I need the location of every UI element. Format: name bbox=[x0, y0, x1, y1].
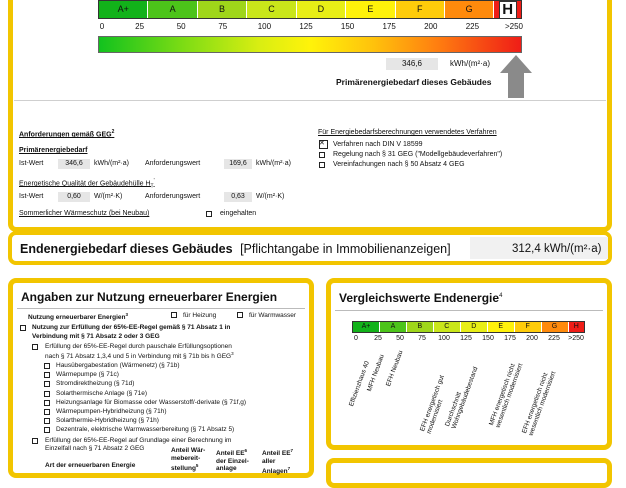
tick-label: 175 bbox=[504, 335, 516, 342]
env-anf-unit: W/(m²·K) bbox=[256, 193, 285, 200]
method-label: Verfahren nach DIN V 18599 bbox=[333, 141, 423, 148]
requirements-title: Anforderungen gemäß GEG$^2$ bbox=[19, 129, 115, 139]
tick-label: 100 bbox=[438, 335, 450, 342]
hotwater-label: für Warmwasser bbox=[249, 312, 297, 319]
class-cell: H bbox=[569, 322, 585, 332]
env-ist-unit: W/(m²·K) bbox=[94, 193, 123, 200]
class-cell: D bbox=[461, 322, 488, 332]
ee-option-checkbox[interactable] bbox=[44, 391, 50, 397]
class-cell: G bbox=[445, 1, 494, 18]
separator bbox=[335, 310, 603, 311]
col-type: Art der erneuerbaren Energie bbox=[45, 462, 136, 469]
calc-checkbox[interactable] bbox=[32, 438, 38, 444]
tick-label: 150 bbox=[482, 335, 494, 342]
ee-rule-line1: Nutzung zur Erfüllung der 65%-EE-Regel gemäß § 71 Absatz 1 in bbox=[32, 324, 231, 331]
ee-rule-line2: Verbindung mit § 71 Absatz 2 oder 3 GEG bbox=[32, 333, 160, 340]
ee-option-checkbox[interactable] bbox=[44, 363, 50, 369]
comparison-reference-label: MFH energetisch nicht wesentlich modernisiert bbox=[488, 362, 525, 429]
method-checkbox-din[interactable] bbox=[319, 140, 328, 149]
comparison-reference-label: EFH energetisch gut modernisiert bbox=[419, 374, 446, 435]
primary-unit: kWh/(m²·a) bbox=[450, 59, 490, 68]
col-share: Anteil Wär- mebereit- stellung$^5$ bbox=[171, 447, 206, 473]
method-label: Vereinfachungen nach § 50 Absatz 4 GEG bbox=[333, 161, 465, 168]
next-section-box bbox=[326, 458, 612, 488]
anf-unit: kWh/(m²·a) bbox=[256, 160, 291, 167]
class-cell: A bbox=[380, 322, 407, 332]
separator bbox=[17, 308, 305, 309]
primary-caption: Primärenergiebedarf dieses Gebäudes bbox=[336, 77, 492, 87]
tick-label: 225 bbox=[548, 335, 560, 342]
ist-value: 346,6 bbox=[58, 159, 90, 169]
tick-label: 200 bbox=[526, 335, 538, 342]
env-ist-value: 0,60 bbox=[58, 192, 90, 202]
hotwater-checkbox[interactable] bbox=[237, 312, 243, 318]
class-cell: D bbox=[297, 1, 346, 18]
ist-unit: kWh/(m²·a) bbox=[94, 160, 129, 167]
tick-label: 25 bbox=[374, 335, 382, 342]
flat-rate-checkbox[interactable] bbox=[32, 344, 38, 350]
ee-option-label: Wärmepumpe (§ 71c) bbox=[56, 371, 119, 379]
ee-option-checkbox[interactable] bbox=[44, 418, 50, 424]
method-label: Regelung nach § 31 GEG ("Modellgebäudeverfahren") bbox=[333, 151, 503, 158]
comparison-reference-label: EFH Neubau bbox=[385, 349, 405, 388]
env-anf-value: 0,63 bbox=[224, 192, 252, 202]
class-cell bbox=[494, 1, 521, 18]
tick-label: 200 bbox=[424, 22, 438, 31]
env-ist-label: Ist-Wert bbox=[19, 193, 44, 200]
tick-label: 50 bbox=[396, 335, 404, 342]
value-arrow-icon bbox=[500, 55, 532, 98]
tick-label: 75 bbox=[218, 22, 228, 31]
comparison-reference-label: Durchschnitt Wohngebäudebestand bbox=[444, 366, 480, 430]
tick-label: >250 bbox=[504, 22, 524, 31]
class-cell: B bbox=[198, 1, 247, 18]
method-checkbox-model[interactable] bbox=[319, 152, 325, 158]
tick-label: >250 bbox=[568, 335, 584, 342]
col-all: Anteil $EE^7$ aller Anlagen$^7$ bbox=[262, 448, 294, 476]
tick-label: 175 bbox=[382, 22, 396, 31]
heating-checkbox[interactable] bbox=[171, 312, 177, 318]
flat-rate-line2: nach § 71 Absatz 1,3,4 und 5 in Verbindung mit § 71b bis h GEG$^3$ bbox=[45, 351, 234, 361]
ist-label: Ist-Wert bbox=[19, 160, 44, 167]
ee-option-label: Stromdirektheizung (§ 71d) bbox=[56, 380, 135, 388]
class-cell: G bbox=[542, 322, 569, 332]
comparison-reference-label: Effizienzhaus 40 bbox=[348, 360, 371, 408]
env-anf-label: Anforderungswert bbox=[145, 193, 201, 200]
current-class-letter: H bbox=[499, 1, 517, 19]
class-cell: A+ bbox=[99, 1, 148, 18]
class-cell: F bbox=[396, 1, 445, 18]
top-class-row bbox=[98, 0, 522, 19]
calc-line2: Einzelfall nach § 71 Absatz 2 GEG bbox=[45, 445, 145, 452]
ee-option-label: Dezentrale, elektrische Warmwasserbereitung (§ 71 Absatz 5) bbox=[56, 426, 235, 434]
end-energy-value: 312,4 kWh/(m²·a) bbox=[512, 243, 602, 255]
primary-value: 346,6 bbox=[386, 58, 438, 70]
class-cell: A bbox=[148, 1, 197, 18]
tick-label: 50 bbox=[176, 22, 186, 31]
class-cell: E bbox=[346, 1, 395, 18]
method-checkbox-simplified[interactable] bbox=[319, 162, 325, 168]
renewables-title: Angaben zur Nutzung erneuerbarer Energien bbox=[21, 290, 278, 304]
top-gradient-bar bbox=[98, 36, 522, 53]
envelope-title: Energetische Qualität der Gebäudehülle $H_T'$ bbox=[19, 178, 155, 190]
tick-label: 0 bbox=[99, 22, 105, 31]
ee-option-checkbox[interactable] bbox=[44, 372, 50, 378]
anf-label: Anforderungswert bbox=[145, 160, 201, 167]
flat-rate-line1: Erfüllung der 65%-EE-Regel durch pauschale Erfüllungsoptionen bbox=[45, 343, 232, 350]
ee-option-label: Heizungsanlage für Biomasse oder Wasserstoff/-derivate (§ 71f,g) bbox=[56, 398, 247, 406]
tick-label: 25 bbox=[135, 22, 145, 31]
ee-option-checkbox[interactable] bbox=[44, 381, 50, 387]
end-energy-box bbox=[8, 231, 612, 265]
tick-label: 75 bbox=[418, 335, 426, 342]
ee-option-label: Hausübergabestation (Wärmenetz) (§ 71b) bbox=[56, 362, 180, 369]
calc-line1: Erfüllung der 65%-EE-Regel auf Grundlage einer Berechnung im bbox=[45, 437, 232, 444]
class-cell: C bbox=[434, 322, 461, 332]
comparison-reference-label: MFH Neubau bbox=[366, 353, 386, 393]
tick-label: 0 bbox=[354, 335, 358, 342]
summer-label: Sommerlicher Wärmeschutz (bei Neubau) bbox=[19, 210, 150, 217]
ee-option-checkbox[interactable] bbox=[44, 427, 50, 433]
col-single: Anteil $EE^6$ der Einzel- anlage bbox=[216, 448, 249, 473]
comparison-reference-label: EFH energetisch nicht wesentlich modernisiert bbox=[521, 370, 558, 437]
tick-label: 225 bbox=[465, 22, 480, 31]
tick-label: 125 bbox=[299, 22, 313, 31]
renewables-used-label: Nutzung erneuerbarer Energien$^3$ bbox=[28, 312, 129, 322]
methods-title: Für Energiebedarfsberechnungen verwendetes Verfahren bbox=[318, 129, 497, 136]
tick-label: 125 bbox=[460, 335, 472, 342]
ee-option-label: Solarthermie-Hybridheizung (§ 71h) bbox=[56, 417, 159, 425]
class-cell: B bbox=[407, 322, 434, 332]
summer-check-label: eingehalten bbox=[220, 210, 257, 217]
ee-option-label: Wärmepumpen-Hybridheizung (§ 71h) bbox=[56, 408, 167, 415]
anf-value: 169,6 bbox=[224, 159, 252, 169]
end-energy-title: Endenergiebedarf dieses Gebäudes [Pflichtangabe in Immobilienanzeigen] bbox=[20, 242, 451, 256]
tick-label: 100 bbox=[257, 22, 272, 31]
primary-demand-title: Primärenergiebedarf bbox=[19, 147, 88, 154]
class-cell: C bbox=[247, 1, 296, 18]
heating-label: für Heizung bbox=[183, 312, 217, 319]
ee-option-label: Solarthermische Anlage (§ 71e) bbox=[56, 389, 148, 397]
comparison-title: Vergleichswerte Endenergie$^4$ bbox=[339, 291, 503, 305]
class-cell: A+ bbox=[353, 322, 380, 332]
ee-rule-checkbox[interactable] bbox=[20, 325, 26, 331]
separator bbox=[14, 100, 606, 101]
summer-checkbox[interactable] bbox=[206, 211, 212, 217]
ee-option-checkbox[interactable] bbox=[44, 400, 50, 406]
tick-label: 150 bbox=[340, 22, 355, 31]
ee-option-checkbox[interactable] bbox=[44, 409, 50, 415]
class-cell: E bbox=[488, 322, 515, 332]
class-cell: F bbox=[515, 322, 542, 332]
